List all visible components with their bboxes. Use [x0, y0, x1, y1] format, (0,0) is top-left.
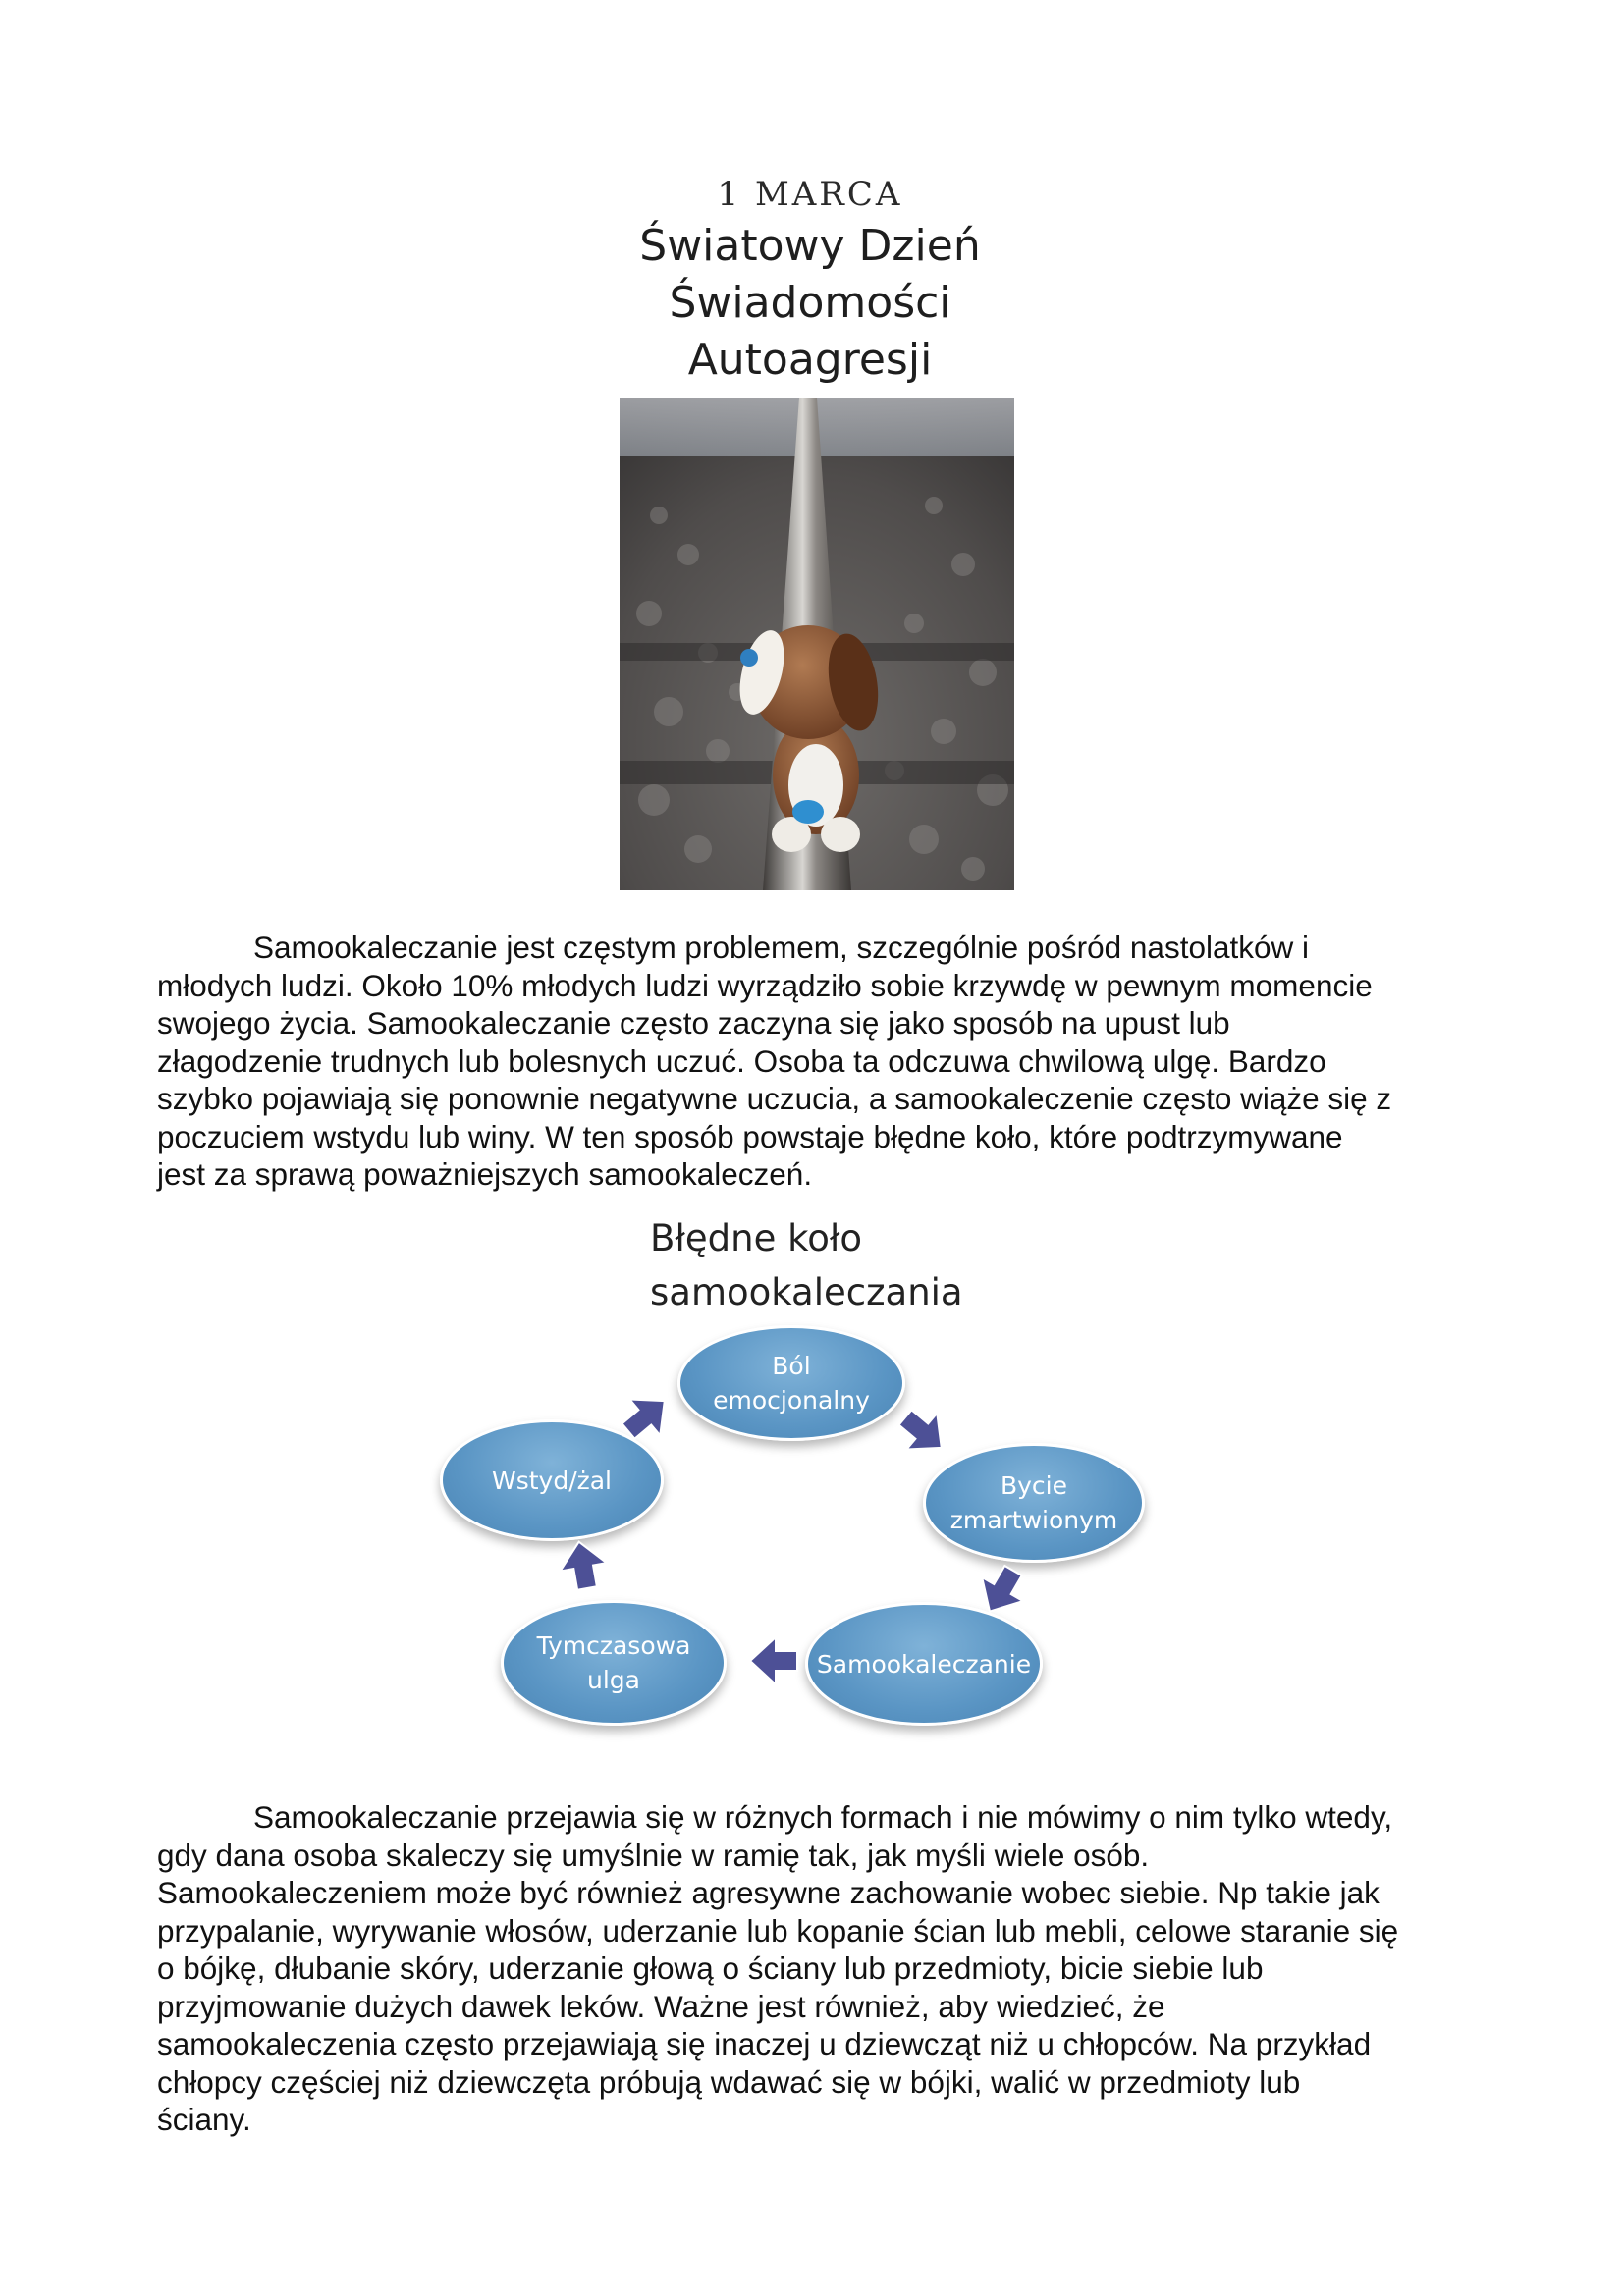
date-heading: 1 MARCA — [717, 175, 903, 214]
paragraph-line: gdy dana osoba skaleczy się umyślnie w ramię tak, jak myśli wiele osób. — [157, 1837, 1150, 1873]
paragraph-line: chłopcy częściej niż dziewczęta próbują wdawać się w bójki, walić w przedmioty lub — [157, 2063, 1301, 2100]
title-line: Światowy Dzień — [639, 221, 981, 271]
arrow-icon — [969, 1559, 1034, 1624]
paragraph-line: swojego życia. Samookaleczanie często zaczyna się jako sposób na upust lub — [157, 1005, 1230, 1041]
paragraph-line: ściany. — [157, 2102, 251, 2137]
paragraph-forms — [157, 1798, 1502, 2139]
node-temporary-relief: Tymczasowa ulga — [501, 1600, 727, 1726]
paragraph-line: młodych ludzi. Około 10% młodych ludzi wyrządziło sobie krzywdę w pewnym momencie — [157, 967, 1373, 1003]
cycle-arrows — [432, 1209, 1178, 1759]
paragraph-intro — [157, 929, 1502, 1194]
title-line: Autoagresji — [687, 335, 933, 385]
paragraph-line: złagodzenie trudnych lub bolesnych uczuć. Osoba ta odczuwa chwilową ulgę. Bardzo — [157, 1042, 1326, 1079]
paragraph-line: Samookaleczanie jest częstym problemem, szczególnie pośród nastolatków i — [253, 930, 1309, 965]
arrow-icon — [614, 1383, 680, 1450]
diagram-title: Błędne koło samookaleczania — [650, 1217, 963, 1313]
arrow-icon — [891, 1400, 957, 1467]
paragraph-line: szybko pojawiają się ponownie negatywne uczucia, a samookaleczenie często wiąże się z — [157, 1081, 1392, 1116]
paragraph-line: przyjmowanie dużych dawek leków. Ważne jest również, aby wiedzieć, że — [157, 1988, 1165, 2024]
paragraph-line: Samookaleczanie przejawia się w różnych formach i nie mówimy o nim tylko wtedy, — [253, 1799, 1393, 1835]
paragraph-line: jest za sprawą poważniejszych samookaleczeń. — [157, 1156, 813, 1192]
page-title — [550, 218, 1070, 389]
title-line: Świadomości — [669, 278, 951, 328]
arrow-icon — [750, 1637, 797, 1684]
paragraph-line: poczuciem wstydu lub winy. W ten sposób powstaje błędne koło, które podtrzymywane — [157, 1118, 1343, 1154]
node-shame-regret: Wstyd/żal — [440, 1419, 664, 1541]
paragraph-line: Samookaleczeniem może być również agresywne zachowanie wobec siebie. Np takie jak — [157, 1875, 1380, 1910]
arrow-icon — [556, 1538, 611, 1593]
paragraph-line: samookaleczenia często przejawiają się inaczej u dziewcząt niż u chłopców. Na przykład — [157, 2026, 1372, 2061]
paragraph-line: o bójkę, dłubanie skóry, uderzanie głową o ściany lub przedmioty, bicie siebie lub — [157, 1950, 1264, 1986]
vicious-circle-diagram — [432, 1209, 1178, 1759]
teddy-dog-on-rail-photo — [620, 398, 1014, 890]
paragraph-line: przypalanie, wyrywanie włosów, uderzanie lub kopanie ścian lub mebli, celowe staranie się — [157, 1912, 1399, 1949]
node-worried: Bycie zmartwionym — [923, 1443, 1145, 1563]
node-self-harm: Samookaleczanie — [805, 1602, 1043, 1726]
node-emotional-pain: Ból emocjonalny — [677, 1325, 905, 1441]
